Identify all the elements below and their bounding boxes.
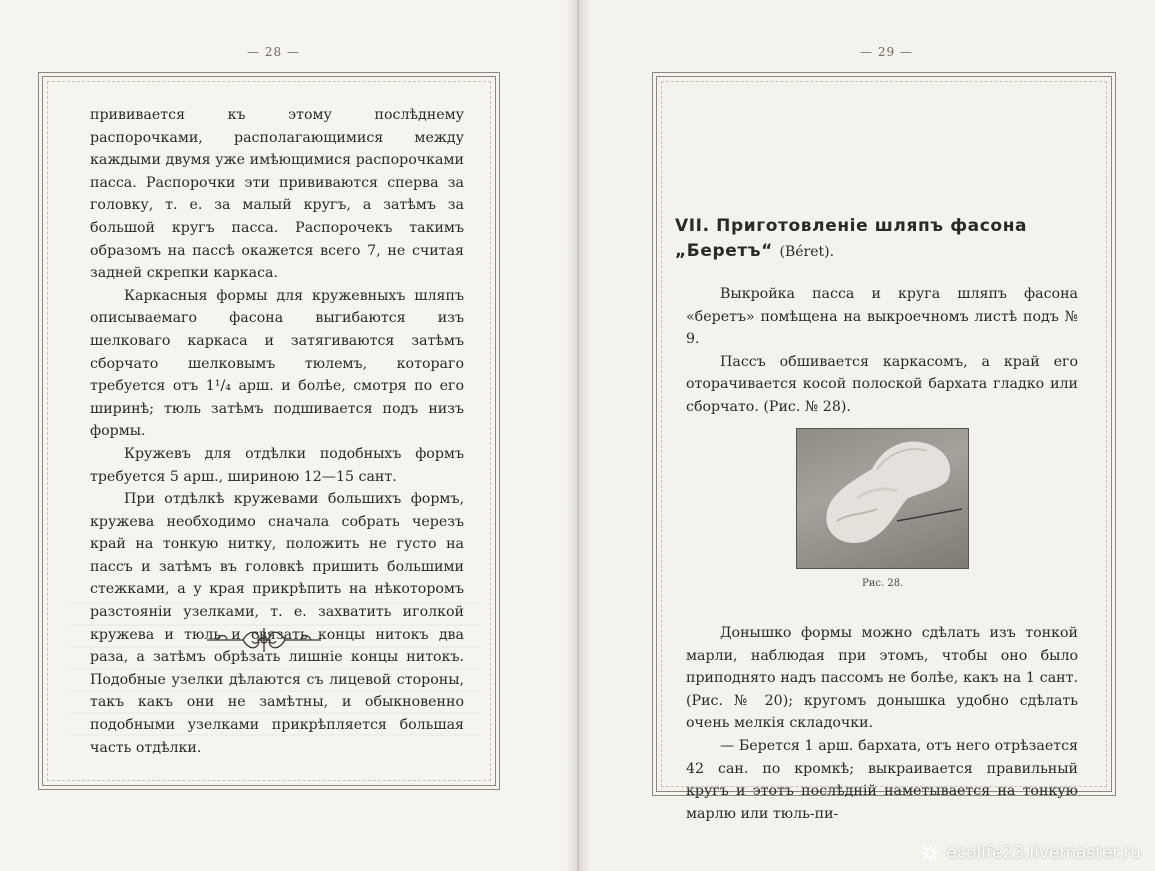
- chapter-subtitle: (Béret).: [779, 244, 835, 260]
- book-gutter: [566, 0, 590, 871]
- ornament-flourish: [205, 622, 323, 658]
- chapter-heading: [675, 214, 1095, 265]
- left-paragraph-2: Каркасныя формы для кружевныхъ шляпъ описываемаго фасона выгибаются изъ шелковаго каркаса и затягиваются затѣмъ сборчато шелковымъ тюлемъ, котораго требуется отъ 1¹/₄ арш. и болѣе, смотря по его ширинѣ; тюль затѣмъ подшивается подъ низъ формы.: [90, 287, 464, 440]
- right-paragraph-4: — Берется 1 арш. бархата, отъ него отрѣзается 42 сан. по кромкѣ; выкраивается правильный кругъ и этотъ послѣдній наметывается на тонкую марлю или тюль-пи-: [686, 737, 1078, 822]
- watermark-text: ecolife23.livemaster.ru: [946, 843, 1141, 863]
- right-paragraph-1: Выкройка пасса и круга шляпъ фасона «беретъ» помѣщена на выкроечномъ листѣ подъ № 9.: [686, 286, 1078, 348]
- right-text-top: [686, 283, 1078, 419]
- hat-photograph: [796, 428, 969, 569]
- left-page-number: — 28 —: [247, 45, 300, 59]
- right-paragraph-2: Пассъ обшивается каркасомъ, а край его оторачивается косой полоской бархата гладко или сборчато. (Рис. № 28).: [686, 353, 1078, 415]
- chapter-title: VII. Приготовленіе шляпъ фасона „Беретъ“: [675, 216, 1028, 261]
- figure-caption: Рис. 28.: [862, 578, 904, 589]
- snowflake-icon: [920, 843, 940, 863]
- right-paragraph-3: Донышко формы можно сдѣлать изъ тонкой марли, наблюдая при этомъ, чтобы оно было приподнято надъ пассомъ не болѣе, какъ на 1 сант. (Рис. № 20); кругомъ донышка удобно сдѣлать очень мелкія складочки.: [686, 625, 1078, 732]
- right-page-number: — 29 —: [860, 45, 913, 59]
- right-text-bottom: [686, 622, 1078, 825]
- left-text: [90, 104, 464, 759]
- left-paragraph-1: прививается къ этому послѣднему распорочками, располагающимися между каждыми двумя уже имѣющимися распорочками пасса. Распорочки эти прививаются сперва за головку, т. е. за малый кругъ, а затѣмъ за большой кругъ пасса. Распорочекъ такимъ образомъ на пассѣ окажется всего 7, не считая задней скрепки каркаса.: [90, 107, 464, 282]
- left-paragraph-4: При отдѣлкѣ кружевами большихъ формъ, кружева необходимо сначала собрать черезъ край на тонкую нитку, положить не густо на пассъ и затѣмъ въ головкѣ пришить большими стежками, а у края прикрѣпить на нѣкоторомъ разстояніи узелками, т. е. захватить иголкой кружева и тюль и связать концы нитокъ два раза, а затѣмъ обрѣзать лишніе концы нитокъ. Подобные узелки дѣлаются съ лицевой стороны, такъ какъ они не замѣтны, и обыкновенно подобными узелками прикрѣпляется большая часть отдѣлки.: [90, 491, 464, 756]
- beret-hat-image: [797, 429, 968, 568]
- left-paragraph-3: Кружевъ для отдѣлки подобныхъ формъ требуется 5 арш., шириною 12—15 сант.: [90, 445, 464, 485]
- site-watermark: [920, 843, 1141, 863]
